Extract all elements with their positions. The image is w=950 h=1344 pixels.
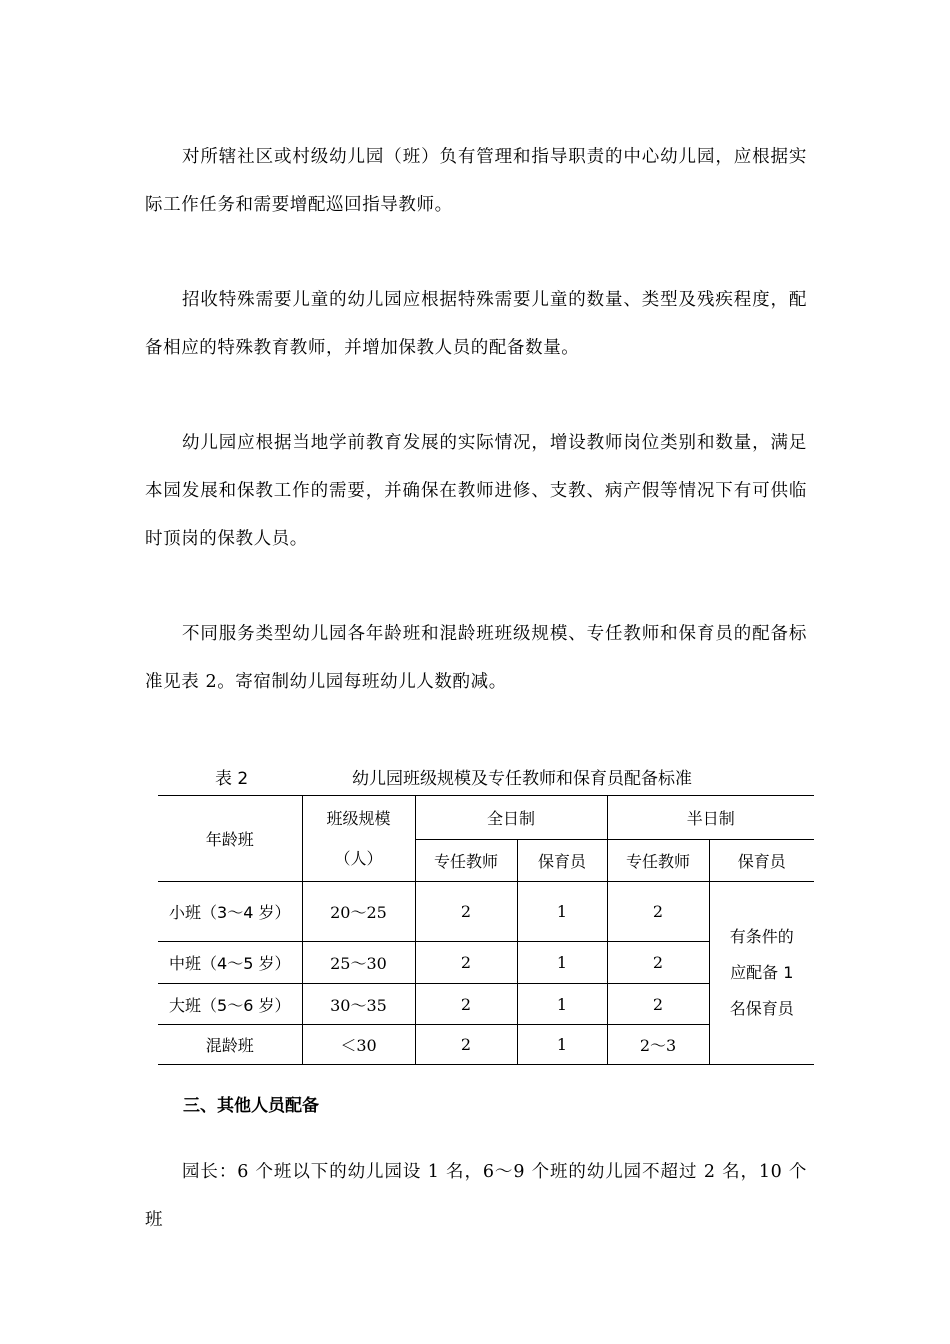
size-cell: 20～25 — [302, 882, 415, 942]
size-cell: 30～35 — [302, 984, 415, 1025]
half-day-teacher-cell: 2 — [607, 882, 709, 942]
full-day-caregiver-cell: 1 — [517, 942, 607, 984]
header-half-day-teacher: 专任教师 — [607, 840, 709, 882]
full-day-caregiver-cell: 1 — [517, 984, 607, 1025]
half-day-teacher-cell: 2 — [607, 984, 709, 1025]
half-day-caregiver-note — [709, 882, 814, 1065]
full-day-teacher-cell: 2 — [415, 1025, 517, 1065]
age-cell: 混龄班 — [158, 1025, 302, 1065]
full-day-caregiver-cell: 1 — [517, 1025, 607, 1065]
paragraph-mentor-teachers: 对所辖社区或村级幼儿园（班）负有管理和指导职责的中心幼儿园，应根据实际工作任务和需要增配巡回指导教师。 — [145, 147, 807, 215]
age-cell: 中班（4～5 岁） — [158, 942, 302, 984]
header-half-day: 半日制 — [607, 796, 814, 840]
header-full-day: 全日制 — [415, 796, 607, 840]
table-row — [158, 882, 814, 942]
age-cell: 大班（5～6 岁） — [158, 984, 302, 1025]
header-class-size-line2: （人） — [334, 848, 383, 868]
note-line: 有条件的 — [729, 927, 794, 946]
full-day-teacher-cell: 2 — [415, 942, 517, 984]
header-class-size — [302, 796, 415, 882]
paragraph-teacher-posts: 幼儿园应根据当地学前教育发展的实际情况，增设教师岗位类别和数量，满足本园发展和保教工作的需要，并确保在教师进修、支教、病产假等情况下有可供临时顶岗的保教人员。 — [145, 433, 807, 549]
header-class-size-line1: 班级规模 — [326, 808, 391, 828]
size-cell: 25～30 — [302, 942, 415, 984]
full-day-caregiver-cell: 1 — [517, 882, 607, 942]
table-label: 表 2 — [215, 769, 249, 789]
paragraph-staffing-standard: 不同服务类型幼儿园各年龄班和混龄班班级规模、专任教师和保育员的配备标准见表 2。寄宿制幼儿园每班幼儿人数酌减。 — [145, 624, 807, 692]
half-day-teacher-cell: 2～3 — [607, 1025, 709, 1065]
size-cell: ＜30 — [302, 1025, 415, 1065]
header-full-day-caregiver: 保育员 — [517, 840, 607, 882]
full-day-teacher-cell: 2 — [415, 882, 517, 942]
header-half-day-caregiver: 保育员 — [709, 840, 814, 882]
section-heading: 三、其他人员配备 — [183, 1096, 319, 1116]
staffing-table — [158, 795, 814, 1065]
note-line: 应配备 1 — [730, 963, 794, 982]
header-full-day-teacher: 专任教师 — [415, 840, 517, 882]
note-line: 名保育员 — [729, 999, 794, 1018]
paragraph-principal: 园长：6 个班以下的幼儿园设 1 名，6～9 个班的幼儿园不超过 2 名，10 个班 — [145, 1162, 807, 1230]
paragraph-special-needs: 招收特殊需要儿童的幼儿园应根据特殊需要儿童的数量、类型及残疾程度，配备相应的特殊教育教师，并增加保教人员的配备数量。 — [145, 290, 807, 358]
header-age-class: 年龄班 — [158, 796, 302, 882]
age-cell: 小班（3～4 岁） — [158, 882, 302, 942]
table-title: 幼儿园班级规模及专任教师和保育员配备标准 — [352, 769, 692, 789]
half-day-teacher-cell: 2 — [607, 942, 709, 984]
full-day-teacher-cell: 2 — [415, 984, 517, 1025]
